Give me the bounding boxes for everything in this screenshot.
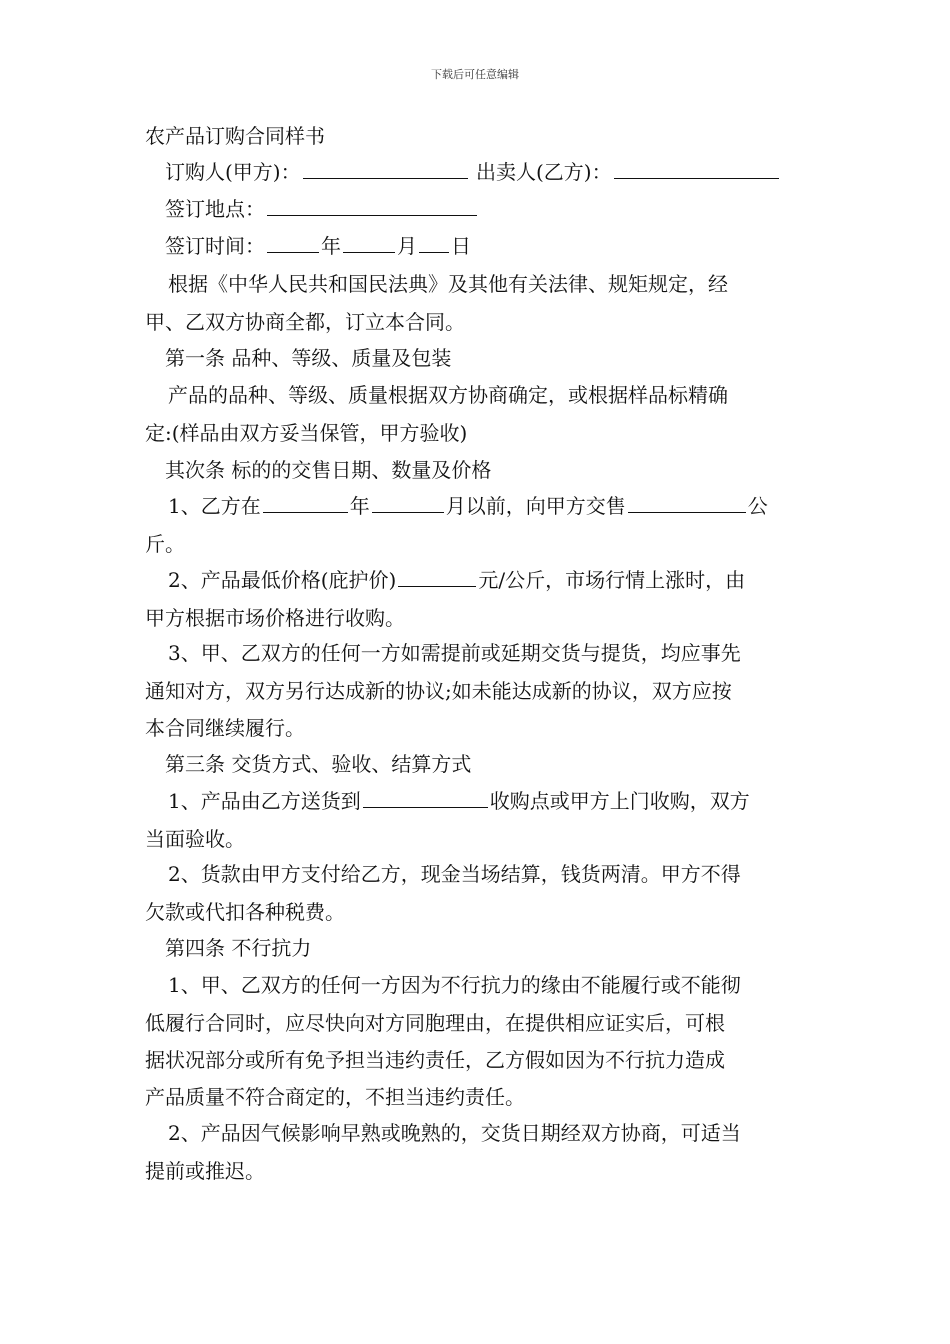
intro-line-2: 甲、乙双方协商全都，订立本合同。 — [145, 310, 465, 334]
article-3-item-1-cont: 当面验收。 — [145, 827, 245, 851]
buyer-blank — [303, 160, 468, 179]
article-2-item-1 — [168, 494, 833, 518]
sign-place-line — [165, 197, 830, 221]
day-blank — [419, 234, 449, 253]
intro-line-1: 根据《中华人民共和国民法典》及其他有关法律、规矩规定，经 — [168, 272, 728, 296]
sign-place-blank — [267, 197, 477, 216]
article-3-title: 第三条 交货方式、验收、结算方式 — [165, 752, 472, 776]
article-2-item-3-line-1: 3、甲、乙双方的任何一方如需提前或延期交货与提货，均应事先 — [168, 641, 741, 665]
article-4-item-1-line-1: 1、甲、乙双方的任何一方因为不行抗力的缘由不能履行或不能彻 — [168, 973, 741, 997]
document-title: 农产品订购合同样书 — [145, 124, 325, 148]
parties-line — [165, 160, 830, 184]
article-4-item-1-line-4: 产品质量不符合商定的，不担当违约责任。 — [145, 1085, 525, 1109]
text-segment: 1、产品由乙方送货到 — [168, 789, 361, 813]
page-header: 下载后可任意编辑 — [431, 68, 519, 81]
sign-time-line — [165, 234, 830, 258]
buyer-label: 订购人(甲方)： — [165, 160, 301, 184]
text-segment: 公 — [747, 494, 768, 518]
article-4-item-2-line-1: 2、产品因气候影响早熟或晚熟的，交货日期经双方协商，可适当 — [168, 1121, 741, 1145]
text-segment: 年 — [349, 494, 370, 518]
article-1-line-1: 产品的品种、等级、质量根据双方协商确定，或根据样品标精确 — [168, 383, 728, 407]
blank-month — [372, 494, 444, 513]
seller-label: 出卖人(乙方)： — [475, 160, 612, 184]
article-1-title: 第一条 品种、等级、质量及包装 — [165, 346, 452, 370]
article-2-item-3-line-3: 本合同继续履行。 — [145, 716, 305, 740]
year-blank — [267, 234, 319, 253]
seller-blank — [614, 160, 779, 179]
text-segment: 2、产品最低价格(庇护价) — [168, 568, 397, 592]
article-2-item-2 — [168, 568, 833, 592]
sign-time-label: 签订时间： — [165, 234, 265, 258]
article-2-item-1-cont: 斤。 — [145, 532, 185, 556]
blank-delivery-place — [363, 789, 488, 808]
article-4-item-2-line-2: 提前或推迟。 — [145, 1159, 265, 1183]
article-2-item-2-cont: 甲方根据市场价格进行收购。 — [145, 606, 405, 630]
blank-price — [398, 568, 476, 587]
text-segment: 月以前，向甲方交售 — [445, 494, 626, 518]
month-blank — [343, 234, 395, 253]
text-segment: 收购点或甲方上门收购，双方 — [489, 789, 750, 813]
text-segment: 元/公斤，市场行情上涨时，由 — [478, 568, 746, 592]
blank-quantity — [628, 494, 746, 513]
article-4-title: 第四条 不行抗力 — [165, 936, 312, 960]
article-1-line-2: 定:(样品由双方妥当保管，甲方验收) — [145, 421, 468, 445]
article-3-item-2-line-1: 2、货款由甲方支付给乙方，现金当场结算，钱货两清。甲方不得 — [168, 862, 741, 886]
article-3-item-1 — [168, 789, 833, 813]
sign-place-label: 签订地点： — [165, 197, 265, 221]
year-label: 年 — [321, 234, 341, 258]
month-label: 月 — [397, 234, 417, 258]
blank-year — [263, 494, 348, 513]
article-4-item-1-line-3: 据状况部分或所有免予担当违约责任，乙方假如因为不行抗力造成 — [145, 1048, 725, 1072]
article-4-item-1-line-2: 低履行合同时，应尽快向对方同胞理由，在提供相应证实后，可根 — [145, 1011, 725, 1035]
article-2-item-3-line-2: 通知对方，双方另行达成新的协议;如未能达成新的协议，双方应按 — [145, 679, 732, 703]
text-segment: 1、乙方在 — [168, 494, 261, 518]
day-label: 日 — [451, 234, 471, 258]
article-3-item-2-line-2: 欠款或代扣各种税费。 — [145, 900, 345, 924]
article-2-title: 其次条 标的的交售日期、数量及价格 — [165, 458, 492, 482]
